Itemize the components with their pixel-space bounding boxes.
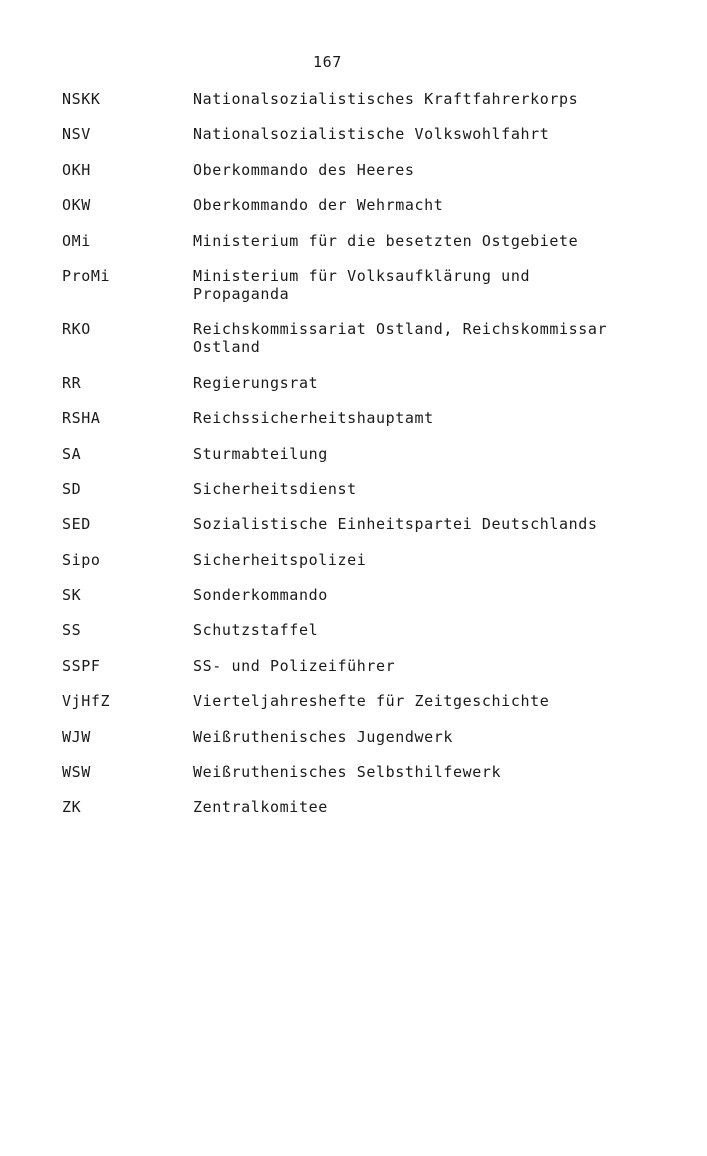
abbreviation-list xyxy=(62,90,702,834)
expansion: Reichssicherheitshauptamt xyxy=(193,409,434,428)
abbreviation: NSV xyxy=(62,125,91,144)
expansion: Oberkommando der Wehrmacht xyxy=(193,196,444,215)
abbreviation: SD xyxy=(62,479,82,498)
expansion: Vierteljahreshefte für Zeitgeschichte xyxy=(193,692,550,711)
list-item xyxy=(62,621,702,639)
abbreviation: OKW xyxy=(62,196,91,215)
abbreviation: SK xyxy=(62,586,82,605)
list-item xyxy=(62,125,702,143)
expansion: Schutzstaffel xyxy=(193,621,319,640)
abbreviation: SS xyxy=(62,621,82,640)
abbreviation: OKH xyxy=(62,160,91,179)
list-item xyxy=(62,161,702,179)
expansion: Reichskommissariat Ostland, Reichskommissar Ostland xyxy=(193,320,608,357)
list-item xyxy=(62,409,702,427)
list-item xyxy=(62,90,702,108)
abbreviation: SSPF xyxy=(62,656,101,675)
expansion: Oberkommando des Heeres xyxy=(193,160,415,179)
abbreviation: RSHA xyxy=(62,409,101,428)
abbreviation: VjHfZ xyxy=(62,692,111,711)
abbreviation: WJW xyxy=(62,727,91,746)
abbreviation: Sipo xyxy=(62,550,101,569)
expansion: Sicherheitsdienst xyxy=(193,479,357,498)
abbreviation: ProMi xyxy=(62,266,111,285)
expansion: Weißruthenisches Selbsthilfewerk xyxy=(193,763,502,782)
expansion: Sicherheitspolizei xyxy=(193,550,367,569)
list-item xyxy=(62,196,702,214)
expansion: Regierungsrat xyxy=(193,373,319,392)
list-item xyxy=(62,798,702,816)
abbreviation: RR xyxy=(62,373,82,392)
abbreviation: WSW xyxy=(62,763,91,782)
abbreviation: ZK xyxy=(62,798,82,817)
list-item xyxy=(62,267,702,303)
expansion: Sturmabteilung xyxy=(193,444,328,463)
expansion: Nationalsozialistisches Kraftfahrerkorps xyxy=(193,90,579,108)
list-item xyxy=(62,445,702,463)
abbreviation: SA xyxy=(62,444,82,463)
page-number: 167 xyxy=(313,53,342,71)
list-item xyxy=(62,374,702,392)
list-item xyxy=(62,692,702,710)
expansion: Ministerium für die besetzten Ostgebiete xyxy=(193,231,579,250)
list-item xyxy=(62,320,702,356)
expansion: Zentralkomitee xyxy=(193,798,328,817)
list-item xyxy=(62,728,702,746)
list-item xyxy=(62,515,702,533)
list-item xyxy=(62,586,702,604)
abbreviation: NSKK xyxy=(62,90,101,108)
list-item xyxy=(62,551,702,569)
list-item xyxy=(62,480,702,498)
expansion: Sonderkommando xyxy=(193,586,328,605)
expansion: Sozialistische Einheitspartei Deutschlands xyxy=(193,515,598,534)
expansion: Weißruthenisches Jugendwerk xyxy=(193,727,454,746)
expansion: SS- und Polizeiführer xyxy=(193,656,396,675)
abbreviation: RKO xyxy=(62,320,91,339)
expansion: Ministerium für Volksaufklärung und Propaganda xyxy=(193,266,531,303)
list-item xyxy=(62,763,702,781)
list-item xyxy=(62,657,702,675)
abbreviation: SED xyxy=(62,515,91,534)
abbreviation: OMi xyxy=(62,231,91,250)
expansion: Nationalsozialistische Volkswohlfahrt xyxy=(193,125,550,144)
list-item xyxy=(62,232,702,250)
